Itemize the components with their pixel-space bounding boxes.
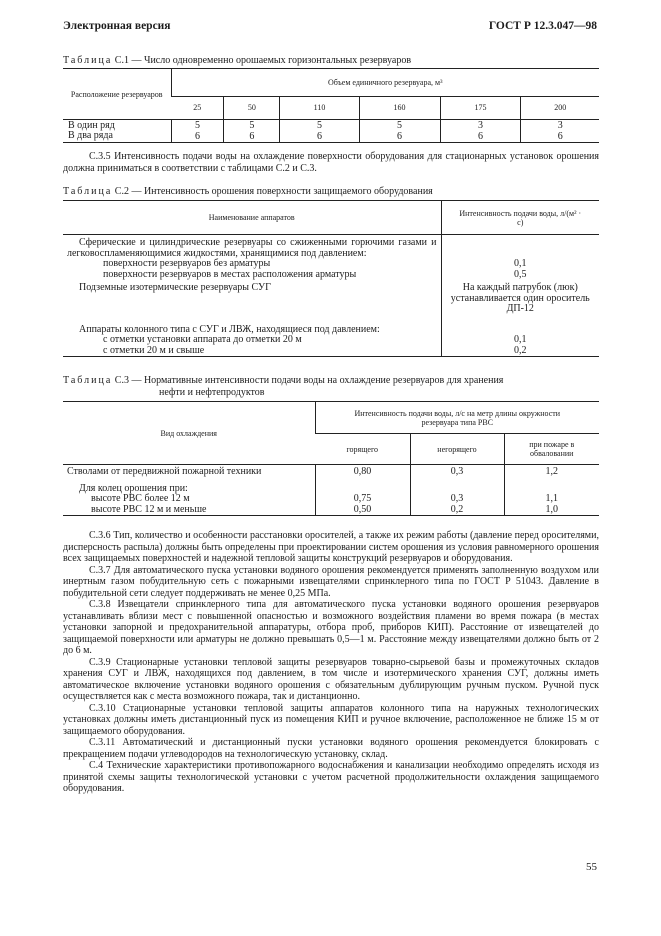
cell: 1,1 xyxy=(504,494,599,505)
cell: 0,80 xyxy=(315,465,410,478)
body-paragraphs xyxy=(63,530,599,795)
cell: 1,2 xyxy=(504,465,599,478)
row-label: с отметки установки аппарата до отметки 20 м xyxy=(103,334,302,345)
table-row xyxy=(63,280,599,315)
cell: 3 xyxy=(440,120,521,132)
cell: 0,3 xyxy=(410,494,504,505)
row-label: с отметки 20 м и свыше xyxy=(63,346,441,357)
row-label: В два ряда xyxy=(63,131,171,143)
cell: 0,1 xyxy=(441,259,599,270)
cell: 0,2 xyxy=(441,346,599,357)
table-row xyxy=(63,131,599,143)
paragraph-c311: С.3.11 Автоматический и дистанционный пуски установки водяного орошения рекомендуется блокировать с прекращением подачи углеводородов на технологическую установку, склад. xyxy=(63,737,599,760)
table1-volume: 200 xyxy=(521,96,599,119)
cell: 0,50 xyxy=(315,505,410,516)
cell: 6 xyxy=(280,131,359,143)
table2-caption xyxy=(63,186,433,197)
table3 xyxy=(63,401,599,516)
paragraph-c36: С.3.6 Тип, количество и особенности расстановки оросителей, а также их режим работы (давление перед оросителями, дисперсность распыла) должны быть определены при проектировании систем орошения из условия равномерного орошения всех защищаемых поверхностей и надежной тепловой защиты конструкций резервуаров и оборудования. xyxy=(63,530,599,564)
paragraph-c310: С.3.10 Стационарные установки тепловой защиты аппаратов колонного типа на наружных технологических установках должны иметь дистанционный пуск из помещения КИП и ручное включение, расположенное не ближе 15 м от защищаемого оборудования. xyxy=(63,702,599,737)
table-row xyxy=(63,478,599,495)
table1-col-volume: Объем единичного резервуара, м³ xyxy=(171,69,599,97)
table2 xyxy=(63,200,599,357)
cell: 5 xyxy=(224,120,280,132)
cell: 0,75 xyxy=(315,494,410,505)
table-row xyxy=(63,335,599,346)
row-label: Сферические и цилиндрические резервуары со сжиженными горючими газами и легковоспламеняющимися жидкостями, хранящимися под давлением: xyxy=(67,237,437,259)
page-number: 55 xyxy=(586,861,597,873)
cell: На каждый патрубок (люк) устанавливается один ороситель ДП-12 xyxy=(441,280,599,315)
cell: 6 xyxy=(224,131,280,143)
row-label: высоте РВС более 12 м xyxy=(91,493,190,504)
table-row xyxy=(63,494,599,505)
cell: 3 xyxy=(521,120,599,132)
paragraph-c38: С.3.8 Извещатели спринклерного типа для автоматического пуска установки водяного орошения резервуаров устанавливать вблизи мест с повышенной опасностью и возможного воздействия пламени во время пожара (в местах установки запорной и предохранительной аппаратуры, отбора проб, приборов КИП). Расстояние от извещателей до защищаемой поверхности или арматуры не должно превышать 0,5—1 м. Расстояние между извещателями должно быть от 2 до 6 м. xyxy=(63,599,599,656)
cell: 0,3 xyxy=(410,465,504,478)
cell: 6 xyxy=(359,131,440,143)
table3-caption xyxy=(63,375,503,386)
table1-volume: 50 xyxy=(224,96,280,119)
table3-title: С.3 — Нормативные интенсивности подачи воды на охлаждение резервуаров для хранения xyxy=(114,375,504,386)
row-label: Стволами от передвижной пожарной техники xyxy=(63,465,315,478)
paragraph-c37: С.3.7 Для автоматического пуска установки водяного орошения рекомендуется применять заполненную воздухом или инертным газом побудительную сеть с пожарными извещателями спринклерного типа по ГОСТ Р 51043. Давление в побудительной сети следует поддерживать не менее 0,25 МПа. xyxy=(63,564,599,599)
paragraph-c39: С.3.9 Стационарные установки тепловой защиты резервуаров товарно-сырьевой базы и промежуточных складов хранения СУГ и ЛВЖ, находящихся под давлением, в том числе и изотермического хранения СУГ, должны иметь автоматическое включение установки водяного орошения с обязательным дублирующим ручным пуском. Ручной пуск осуществляется как с места возможного пожара, так и дистанционно. xyxy=(63,656,599,702)
cell: 0,1 xyxy=(441,335,599,346)
row-label: Подземные изотермические резервуары СУГ xyxy=(79,282,271,293)
header-standard-code: ГОСТ Р 12.3.047—98 xyxy=(488,20,597,32)
table-row xyxy=(63,315,599,336)
table-row xyxy=(63,346,599,357)
paragraph-c4: С.4 Технические характеристики противопожарного водоснабжения и канализации необходимо определять исходя из принятой схемы защиты технологической установки с учетом расчетной продолжительности охлаждения защищаемого оборудования. xyxy=(63,760,599,794)
table-row xyxy=(63,465,599,478)
row-label: поверхности резервуаров без арматуры xyxy=(103,258,271,269)
table3-caption-line2: нефти и нефтепродуктов xyxy=(159,387,265,398)
table3-col-type: Вид охлаждения xyxy=(63,402,315,465)
header-edition: Электронная версия xyxy=(63,20,171,32)
table-row xyxy=(63,235,599,260)
row-label: В один ряд xyxy=(63,120,171,132)
row-label: поверхности резервуаров в местах расположения арматуры xyxy=(103,268,357,280)
table3-subcol: негорящего xyxy=(410,434,504,465)
row-label: высоте РВС 12 м и меньше xyxy=(63,505,315,516)
cell: 6 xyxy=(171,131,224,143)
table1-caption xyxy=(63,55,411,66)
table3-subcol: горящего xyxy=(315,434,410,465)
table-row xyxy=(63,259,599,270)
table3-col-intensity: Интенсивность подачи воды, л/с на метр длины окружности резервуара типа РВС xyxy=(315,402,599,434)
table3-label: Таблица xyxy=(63,375,113,386)
cell: 0,2 xyxy=(410,505,504,516)
cell: 5 xyxy=(359,120,440,132)
table2-col-intensity: Интенсивность подачи воды, л/(м² · с) xyxy=(441,201,599,235)
cell: 1,0 xyxy=(504,505,599,516)
cell: 6 xyxy=(440,131,521,143)
table2-label: Таблица xyxy=(63,186,113,197)
table1-label: Таблица xyxy=(63,55,113,66)
table1-volume: 110 xyxy=(280,96,359,119)
table2-title: С.2 — Интенсивность орошения поверхности защищаемого оборудования xyxy=(114,186,433,197)
table-row xyxy=(63,505,599,516)
table1-volume: 160 xyxy=(359,96,440,119)
table1-title: С.1 — Число одновременно орошаемых горизонтальных резервуаров xyxy=(114,55,412,66)
table2-col-name: Наименование аппаратов xyxy=(63,201,441,235)
cell: 0,5 xyxy=(441,270,599,281)
table-row xyxy=(63,120,599,132)
table1-volume: 25 xyxy=(171,96,224,119)
row-label: Аппараты колонного типа с СУГ и ЛВЖ, находящиеся под давлением: xyxy=(79,323,380,335)
table1-col-location: Расположение резервуаров xyxy=(63,69,171,120)
cell: 5 xyxy=(280,120,359,132)
table-row xyxy=(63,270,599,281)
row-label: Для колец орошения при: xyxy=(79,482,188,494)
table1 xyxy=(63,68,599,143)
cell: 6 xyxy=(521,131,599,143)
paragraph-c35: С.3.5 Интенсивность подачи воды на охлаждение поверхности оборудования для стационарных установок орошения должна приниматься в соответствии с таблицами С.2 и С.3. xyxy=(63,151,599,174)
cell: 5 xyxy=(171,120,224,132)
table3-subcol: при пожаре в обваловании xyxy=(504,434,599,465)
table1-volume: 175 xyxy=(440,96,521,119)
